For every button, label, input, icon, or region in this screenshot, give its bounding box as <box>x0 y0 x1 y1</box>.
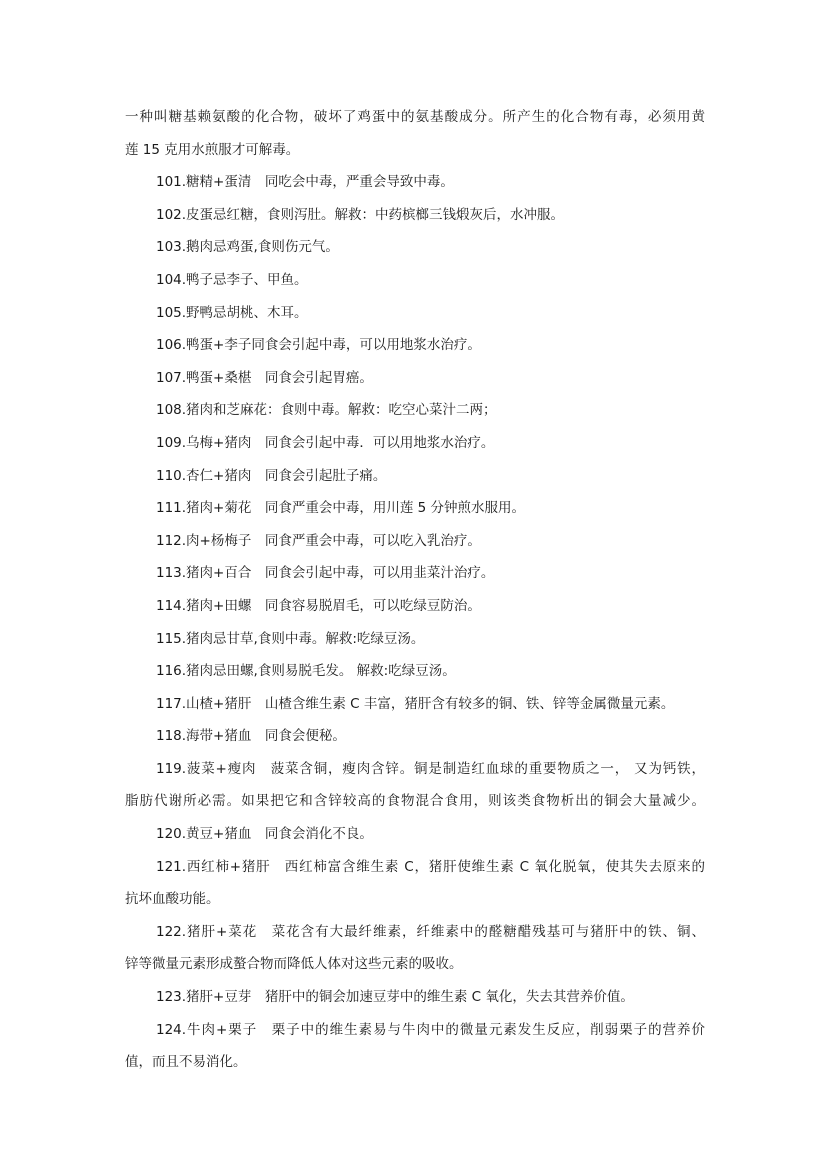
text-line: 106.鸭蛋+李子同食会引起中毒，可以用地浆水治疗。 <box>156 337 481 354</box>
text-line: 118.海带+猪血 同食会便秘。 <box>156 728 346 745</box>
text-line: 112.肉+杨梅子 同食严重会中毒，可以吃入乳治疗。 <box>156 532 481 549</box>
text-line: 110.杏仁+猪肉 同食会引起肚子痛。 <box>156 467 387 484</box>
text-line: 101.糖精+蛋清 同吃会中毒，严重会导致中毒。 <box>156 174 454 191</box>
text-line: 107.鸭蛋+桑椹 同食会引起胃癌。 <box>156 369 373 386</box>
text-line: 111.猪肉+菊花 同食严重会中毒，用川莲 5 分钟煎水服用。 <box>156 500 526 517</box>
text-line: 抗坏血酸功能。 <box>125 891 220 908</box>
text-line: 113.猪肉+百合 同食会引起中毒，可以用韭菜汁治疗。 <box>156 565 495 582</box>
text-line: 104.鸭子忌李子、甲鱼。 <box>156 271 308 288</box>
text-line: 一种叫糖基赖氨酸的化合物，破坏了鸡蛋中的氨基酸成分。所产生的化合物有毒，必须用黄 <box>125 109 705 125</box>
text-line: 102.皮蛋忌红糖，食则泻肚。解救：中药槟榔三钱煅灰后，水冲服。 <box>156 206 565 223</box>
text-line: 122.猪肝+菜花 菜花含有大最纤维素，纤维素中的醛糖醋残基可与猪肝中的铁、铜、 <box>156 923 705 940</box>
text-line: 105.野鸭忌胡桃、木耳。 <box>156 304 308 321</box>
text-line: 108.猪肉和芝麻花：食则中毒。解救：吃空心菜汁二两； <box>156 402 497 419</box>
text-line: 117.山楂+猪肝 山楂含维生素 C 丰富，猪肝含有较多的铜、铁、锌等金属微量元素。 <box>156 695 675 712</box>
text-line: 115.猪肉忌甘草,食则中毒。解救:吃绿豆汤。 <box>156 630 425 647</box>
text-line: 109.乌梅+猪肉 同食会引起中毒．可以用地浆水治疗。 <box>156 434 495 451</box>
text-line: 119.菠菜+瘦肉 菠菜含铜，瘦肉含锌。铜是制造红血球的重要物质之一， 又为钙铁， <box>156 760 705 777</box>
text-line: 116.猪肉忌田螺,食则易脱毛发。 解救:吃绿豆汤。 <box>156 663 456 680</box>
text-line: 锌等微量元素形成螯合物而降低人体对这些元素的吸收。 <box>125 956 463 973</box>
text-line: 120.黄豆+猪血 同食会消化不良。 <box>156 826 373 843</box>
text-line: 值，而且不易消化。 <box>125 1054 247 1071</box>
text-line: 124.牛肉+栗子 栗子中的维生素易与牛肉中的微量元素发生反应，削弱栗子的营养价 <box>156 1021 705 1038</box>
text-line: 103.鹅肉忌鸡蛋,食则伤元气。 <box>156 239 339 256</box>
text-line: 脂肪代谢所必需。如果把它和含锌较高的食物混合食用，则该类食物析出的铜会大量减少。 <box>125 793 705 810</box>
text-line: 123.猪肝+豆芽 猪肝中的铜会加速豆芽中的维生素 C 氧化，失去其营养价值。 <box>156 989 634 1006</box>
text-line: 121.西红柿+猪肝 西红柿富含维生素 C，猪肝使维生素 C 氧化脱氧，使其失去原来的 <box>156 858 705 875</box>
text-line: 莲 15 克用水煎服才可解毒。 <box>125 141 300 158</box>
text-line: 114.猪肉+田螺 同食容易脱眉毛，可以吃绿豆防治。 <box>156 597 481 614</box>
document-body <box>125 101 705 1079</box>
